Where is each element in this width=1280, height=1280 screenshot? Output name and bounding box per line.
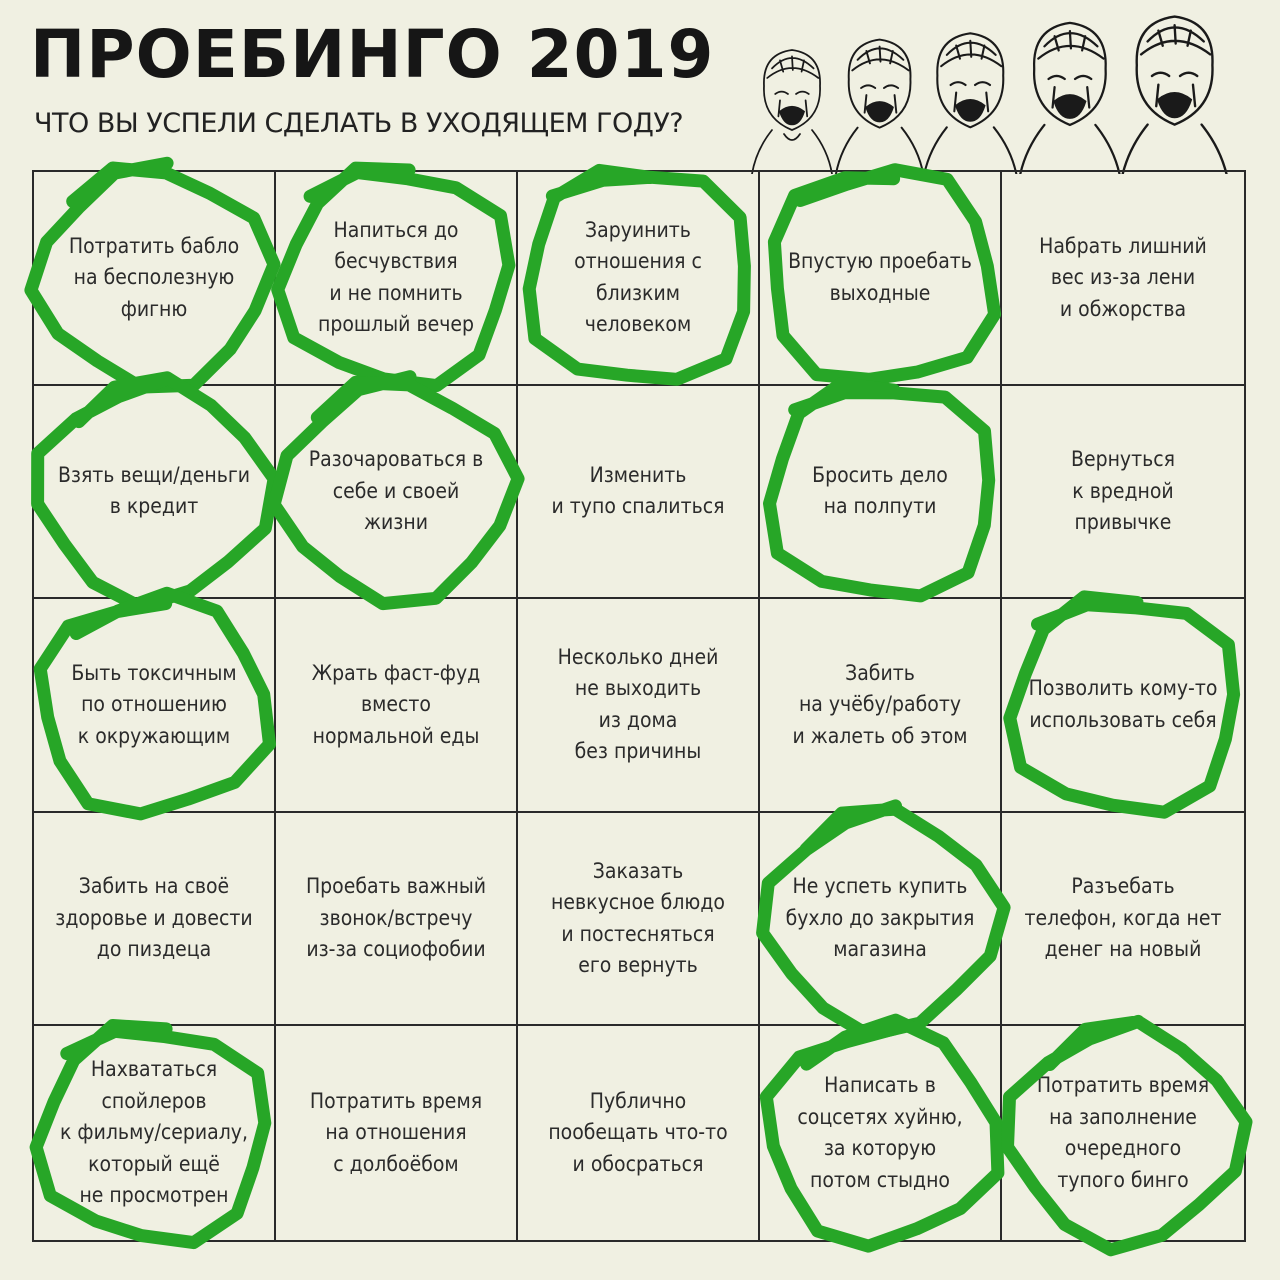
bingo-cell[interactable]: [760, 813, 1002, 1027]
bingo-cell[interactable]: [760, 1026, 1002, 1240]
cell-text: Позволить кому-то использовать себя: [1028, 676, 1218, 732]
crying-face-icon: [752, 50, 832, 174]
bingo-cell[interactable]: [518, 172, 760, 386]
bingo-cell[interactable]: [1002, 813, 1244, 1027]
crying-face-icon: [923, 33, 1017, 174]
bingo-cell[interactable]: [34, 1026, 276, 1240]
cell-text: Написать в соцсетях хуйню, за которую потом стыдно: [797, 1073, 963, 1192]
cell-text: Взять вещи/деньги в кредит: [57, 462, 251, 519]
bingo-cell[interactable]: [1002, 1026, 1244, 1240]
bingo-cell[interactable]: [518, 386, 760, 600]
bingo-cell[interactable]: [518, 1026, 760, 1240]
bingo-cell[interactable]: [518, 813, 760, 1027]
cell-text: Нахвататься спойлеров к фильму/сериалу, который ещё не просмотрен: [60, 1057, 248, 1208]
page-title: ПРОЕБИНГО 2019: [30, 16, 715, 93]
bingo-cell[interactable]: [518, 599, 760, 813]
cell-text: Изменить и тупо спалиться: [551, 462, 725, 519]
page-subtitle: ЧТО ВЫ УСПЕЛИ СДЕЛАТЬ В УХОДЯЩЕМ ГОДУ?: [34, 108, 684, 139]
bingo-grid: [32, 170, 1246, 1242]
bingo-cell[interactable]: [760, 172, 1002, 386]
cell-text: Несколько дней не выходить из дома без причины: [557, 644, 719, 764]
bingo-cell[interactable]: [276, 813, 518, 1027]
bingo-cell[interactable]: [34, 599, 276, 813]
bingo-cell[interactable]: [276, 172, 518, 386]
crying-face-icon: [1019, 23, 1121, 174]
cell-text: Напиться до бесчувствия и не помнить прошлый вечер: [317, 217, 475, 337]
bingo-cell[interactable]: [760, 599, 1002, 813]
cell-text: Вернуться к вредной привычке: [1070, 447, 1175, 535]
bingo-cell[interactable]: [34, 386, 276, 600]
bingo-cell[interactable]: [760, 386, 1002, 600]
cell-text: Набрать лишний вес из-за лени и обжорства: [1039, 233, 1207, 321]
crying-faces-illustration: [748, 14, 1248, 174]
bingo-cell[interactable]: [34, 172, 276, 386]
cell-text: Потратить время на заполнение очередного тупого бинго: [1036, 1073, 1210, 1192]
cell-text: Быть токсичным по отношению к окружающим: [71, 660, 237, 748]
cell-text: Впустую проебать выходные: [788, 249, 972, 305]
crying-face-icon: [1121, 17, 1229, 174]
crying-face-icon: [836, 40, 924, 174]
bingo-cell[interactable]: [276, 599, 518, 813]
cell-text: Забить на учёбу/работу и жалеть об этом: [792, 660, 968, 748]
bingo-cell[interactable]: [276, 386, 518, 600]
cell-text: Жрать фаст-фуд вместо нормальной еды: [311, 660, 481, 748]
cell-text: Забить на своё здоровье и довести до пиздеца: [55, 874, 253, 962]
cell-text: Потратить время на отношения с долбоёбом: [309, 1088, 483, 1176]
bingo-cell[interactable]: [1002, 172, 1244, 386]
bingo-cell[interactable]: [1002, 599, 1244, 813]
bingo-cell[interactable]: [34, 813, 276, 1027]
cell-text: Проебать важный звонок/встречу из-за социофобии: [305, 874, 487, 962]
cell-text: Заруинить отношения с близким человеком: [574, 217, 702, 337]
cell-text: Бросить дело на полпути: [812, 462, 948, 519]
cell-text: Не успеть купить бухло до закрытия магазина: [785, 874, 975, 962]
bingo-cell[interactable]: [1002, 386, 1244, 600]
bingo-cell[interactable]: [276, 1026, 518, 1240]
cell-text: Публично пообещать что-то и обосраться: [548, 1088, 728, 1176]
cell-text: Разочароваться в себе и своей жизни: [308, 447, 484, 535]
cell-text: Разъебать телефон, когда нет денег на новый: [1024, 874, 1222, 962]
cell-text: Заказать невкусное блюдо и постесняться его вернуть: [551, 858, 725, 978]
cell-text: Потратить бабло на бесполезную фигню: [68, 233, 240, 321]
